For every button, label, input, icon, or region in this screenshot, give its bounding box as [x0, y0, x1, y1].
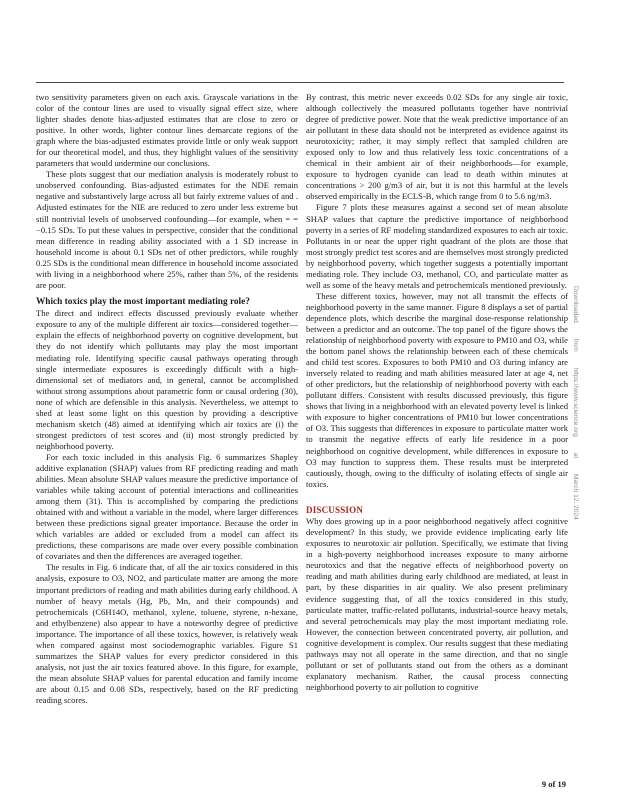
paragraph: Why does growing up in a poor neighborhood negatively affect cognitive development? In this study, we provide evidence implicating early life exposures to neurotoxic air pollution. Specifically, we estimate that living in a high-poverty neighborhood increases exposure to many airborne neurotoxics and that the negative effects of neighborhood poverty on reading and math abilities during early childhood are mediated, at least in part, by these disparities in air quality. We also present preliminary evidence suggesting that, of all the toxics considered in this study, particulate matter, traffic-related pollutants, industrial-source heavy metals, and several petrochemicals may play the most important mediating role. However, the connection between concentrated poverty, air pollution, and cognitive development is complex. Our results suggest that these mediating pathways may not all operate in the same direction, and that no single pollutant or set of pollutants stand out from the others as a dominant explanatory mechanism. Rather, the causal process connecting neighborhood poverty to air pollution to cognitive [306, 516, 568, 692]
watermark-url[interactable]: https://www.science.org [572, 367, 579, 437]
left-column [36, 92, 298, 706]
download-watermark [570, 286, 580, 520]
paragraph: By contrast, this metric never exceeds 0.02 SDs for any single air toxic, although collectively the measured pollutants together have nontrivial degree of predictive power. Note that the weak predictive importance of an air pollutant in these data should not be interpreted as evidence against its neurotoxicity; rather, it may simply reflect that sampled children are exposed only to low and thus relatively less toxic concentrations of a chemical in their ambient air of their neighborhoods—for example, exposure to hydrogen cyanide can lead to death within minutes at concentrations > 200 g/m3 of air, but it is not this harmful at the levels observed empirically in the ECLS-B, which range from 0 to 5.6 ng/m3. [306, 92, 568, 202]
paragraph: These different toxics, however, may not all transmit the effects of neighborhood poverty in the same manner. Figure 8 displays a set of partial dependence plots, which describe the marginal dose-response relationship between a predictor and an outcome. The top panel of the figure shows the relationship of neighborhood poverty with exposure to PM10 and O3, while the bottom panel shows the relationship between each of these chemicals and child test scores. Exposures to both PM10 and O3 during infancy are inversely related to reading and math abilities measured later at age 4, net of other predictors, but the relationship of neighborhood poverty with each pollutant differs. Consistent with results discussed previously, this figure shows that living in a neighborhood with an elevated poverty level is linked with exposure to higher concentrations of PM10 but lower concentrations of O3. This suggests that differences in exposure to particulate matter work to transmit the negative effects of early life residence in a poor neighborhood on cognitive development, while differences in exposure to O3 may function to suppress them. These results must be interpreted cautiously, though, owing to the difficulty of isolating effects of single air toxics. [306, 290, 568, 489]
page-number-text: 9 of 19 [541, 779, 566, 789]
section-heading: Which toxics play the most important mediating role? [36, 296, 250, 307]
watermark-date: March 12, 2024 [572, 474, 579, 520]
header-rule [36, 82, 564, 83]
paragraph: For each toxic included in this analysis Fig. 6 summarizes Shapley additive explanation (SHAP) values from RF predicting reading and math abilities. Mean absolute SHAP values measure the predictive importance of variables while taking account of potential interactions and collinearities among them (31). This is accomplished by comparing the predictions obtained with and without a variable in the model, where larger differences between these predictions signal greater importance. Because the order in which variables are added or excluded from a model can affect its predictions, these comparisons are made over every possible combination of covariates and then the differences are averaged together. [36, 451, 298, 562]
watermark-downloaded: Downloaded [572, 286, 579, 323]
right-column [306, 92, 568, 693]
watermark-from: from [572, 338, 579, 352]
paragraph: The results in Fig. 6 indicate that, of all the air toxics considered in this analysis, exposure to O3, NO2, and particulate matter are among the more important predictors of reading and math abilities during early childhood. A number of heavy metals (Hg, Pb, Mn, and their compounds) and petrochemicals (C6H14O, methanol, xylene, toluene, styrene, n-hexane, and ethylbenzene) also appear to have a noteworthy degree of predictive importance. The importance of all these toxics, however, is relatively weak when compared against most sociodemographic variables. Figure S1 summarizes the SHAP values for every predictor considered in this analysis, not just the air toxics featured above. In this figure, for example, the mean absolute SHAP values for parental education and family income are about 0.15 and 0.08 SDs, respectively, based on the RF predicting reading scores. [36, 562, 298, 705]
paragraph: Figure 7 plots these measures against a second set of mean absolute SHAP values that capture the predictive importance of neighborhood poverty in a series of RF modeling standardized exposures to each air toxic. Pollutants in or near the upper right quadrant of the plots are those that most strongly predict test scores and are themselves most strongly predicted by neighborhood poverty, which together suggests a potentially important mediating role. They include O3, methanol, CO, and particulate matter as well as some of the heavy metals and petrochemicals mentioned previously. [306, 202, 568, 290]
paragraph: two sensitivity parameters given on each axis. Grayscale variations in the color of the contour lines are used to visually signal effect size, where lighter shades denote bias-adjusted estimates that are close to zero or positive. In other words, lighter contour lines demarcate regions of the graph where the bias-adjusted estimates provide little or only weak support for our theoretical model, and thus, they highlight values of the sensitivity parameters that would undermine our conclusions. [36, 92, 298, 169]
watermark-at: at [572, 452, 579, 459]
paragraph: These plots suggest that our mediation analysis is moderately robust to unobserved confounding. Bias-adjusted estimates for the NDE remain negative and substantively large across all but fairly extreme values of and . Adjusted estimates for the NIE are reduced to zero under less extreme but still nontrivial levels of unobserved confounding—for example, when = = −0.15 SDs. To put these values in perspective, consider that the conditional mean difference in reading ability associated with a 1 SD increase in household income is about 0.1 SDs net of other predictors, while roughly 0.25 SDs is the conditional mean difference in household income associated with living in a neighborhood where 25%, rather than 5%, of the residents are poor. [36, 169, 298, 290]
discussion-heading: DISCUSSION [306, 504, 364, 515]
paragraph: The direct and indirect effects discussed previously evaluate whether exposure to any of the multiple different air toxics—considered together—explain the effects of neighborhood poverty on cognitive development, but they do not identify which pollutants may play the most important mediating role. Identifying specific causal pathways operating through single intermediate exposures is exceedingly difficult with a high-dimensional set of mediators and, in general, cannot be accomplished without strong assumptions about parametric form or causal ordering (30), none of which are defensible in this analysis. Nevertheless, we attempt to shed at least some light on this question by providing a descriptive mechanism sketch (48) aimed at identifying which air toxics are (i) the strongest predictors of test scores and (ii) most strongly predicted by neighborhood poverty. [36, 308, 298, 451]
page-number [542, 779, 566, 789]
